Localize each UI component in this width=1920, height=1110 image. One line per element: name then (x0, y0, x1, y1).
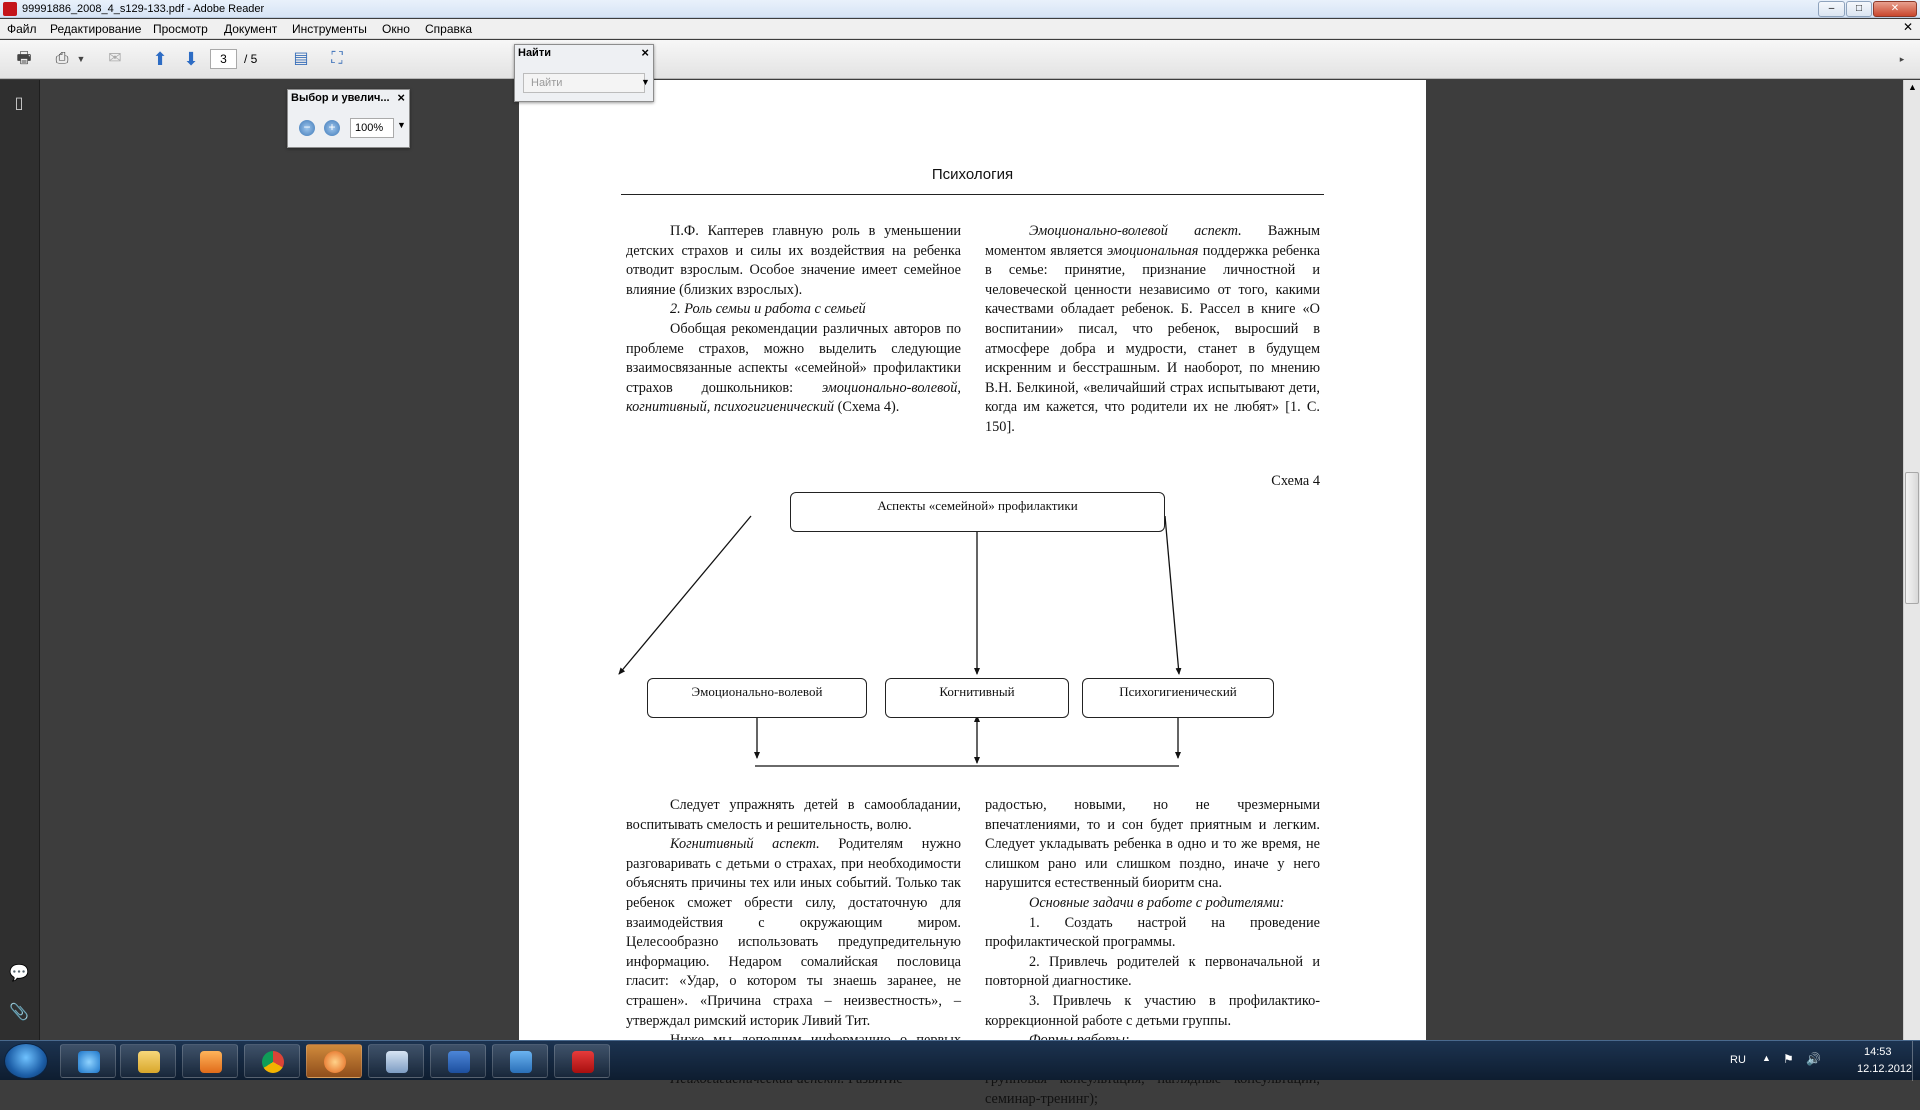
chrome-icon (262, 1051, 284, 1073)
start-button[interactable] (4, 1043, 48, 1079)
taskbar (0, 1040, 1920, 1080)
chevron-down-icon[interactable]: ▼ (76, 54, 86, 64)
zoom-level-input[interactable]: 100% (350, 118, 394, 138)
menu-edit[interactable]: Редактирование (50, 22, 142, 36)
show-desktop-button[interactable] (1912, 1041, 1920, 1081)
previous-page-icon[interactable]: ⬆ (152, 49, 168, 69)
zoom-panel-close-icon[interactable]: × (397, 90, 405, 105)
zoom-panel (287, 89, 410, 148)
paragraph: радостью, новыми, но не чрезмерными впечатлениями, то и сон будет приятным и легким. Следует укладывать ребенка в одно и то же время, не слишком рано или слишком поздно, иначе у него нарушится естественный биоритм сна. (985, 797, 1320, 892)
find-input[interactable]: Найти (523, 73, 645, 93)
paragraph: П.Ф. Каптерев главную роль в уменьшении детских страхов и силы их воздействия на ребенка отводит взрослым. Особое значение имеет семейное влияние (близких взрослых). (626, 223, 961, 298)
taskbar-chrome[interactable] (244, 1044, 300, 1078)
section-heading: Основные задачи в работе с родителями: (1029, 894, 1285, 911)
txt-icon (510, 1051, 532, 1073)
menu-close-icon[interactable]: ✕ (1903, 20, 1914, 34)
diagram-box-top: Аспекты «семейной» профилактики (790, 492, 1165, 532)
menu-bar (0, 19, 1920, 39)
paragraph: Обобщая рекомендации различных авторов по проблеме страхов, можно выделить следующие взаимосвязанные аспекты «семейной» профилактики страхов дошкольников: эмоционально-волевой, когнитивный, психогигиенический (Схема 4). (626, 320, 961, 416)
page-total: / 5 (244, 52, 258, 66)
toolbar-expand-icon[interactable]: ▸ (1899, 54, 1905, 64)
folder-icon (138, 1051, 160, 1073)
volume-icon[interactable]: 🔊 (1806, 1052, 1821, 1066)
find-dropdown-icon[interactable]: ▼ (641, 77, 650, 87)
menu-window[interactable]: Окно (382, 22, 410, 36)
list-item: семинар-тренинг); (985, 1090, 1098, 1107)
window-title: 99991886_2008_4_s129-133.pdf - Adobe Reader (22, 3, 265, 15)
list-item: 2. Привлечь родителей к первоначальной и повторной диагностике. (985, 953, 1320, 990)
zoom-dropdown-icon[interactable]: ▼ (397, 120, 406, 130)
paragraph: Когнитивный аспект. Родителям нужно разговаривать с детьми о страхах, при необходимости объяснять причины тех или иных событий. Только так ребенок сможет обрести силу, достаточную для взаимодействия с окружающим миром. Целесообразно использовать предупредительную информацию. Недаром сомалийская пословица гласит: «Удар, о котором ты знаешь заранее, не страшен». «Причина страха – неизвестность», – утверждал римский историк Ливий Тит. (626, 836, 961, 1029)
taskbar-media[interactable] (182, 1044, 238, 1078)
diagram-box-cognitive: Когнитивный (885, 678, 1069, 718)
adobe-reader-icon (3, 2, 17, 16)
diagram-box-psychohygienic: Психогигиенический (1082, 678, 1274, 718)
taskbar-adobe-reader[interactable] (554, 1044, 610, 1078)
action-center-icon[interactable]: ⚑ (1783, 1052, 1794, 1066)
find-panel-title: Найти (518, 47, 551, 59)
close-button[interactable]: ✕ (1873, 1, 1917, 17)
running-head: Психология (931, 166, 1014, 183)
maximize-button[interactable]: □ (1846, 1, 1872, 17)
pages-icon[interactable]: ▯ (14, 95, 24, 112)
zoom-in-icon[interactable]: + (324, 120, 340, 136)
taskbar-explorer[interactable] (120, 1044, 176, 1078)
scheme-label: Схема 4 (1271, 473, 1320, 489)
toolbar (0, 40, 1920, 79)
paragraph: Эмоционально-волевой аспект. Важным моментом является эмоциональная поддержка ребенка в семье: принятие, признание личностной и человеческой ценности независимо от того, какими качествами обладает ребенок. Б. Рассел в книге «О воспитании» писал, что ребенок, выросший в атмосфере добра и мудрости, станет в будущем искренним и бесстрашным. И наоборот, по мнению В.Н. Белкиной, «величайший страх испытывают дети, когда им кажется, что родители их не любят» [1. С. 150]. (985, 223, 1320, 435)
scrollbar-thumb[interactable] (1905, 472, 1919, 604)
menu-tools[interactable]: Инструменты (292, 22, 367, 36)
list-item: 1. Создать настрой на проведение профилактической программы. (985, 914, 1320, 951)
title-bar (0, 0, 1920, 18)
attachments-icon[interactable]: 📎 (9, 1004, 29, 1021)
print-icon[interactable]: 🖶 (16, 50, 32, 67)
menu-document[interactable]: Документ (224, 22, 278, 36)
taskbar-word[interactable] (430, 1044, 486, 1078)
taskbar-txt[interactable] (492, 1044, 548, 1078)
fit-width-icon[interactable]: ⛶ (331, 50, 343, 67)
clock-date[interactable]: 12.12.2012 (1857, 1063, 1913, 1075)
menu-help[interactable]: Справка (425, 22, 473, 36)
arrow-top-right (1165, 516, 1179, 674)
menu-view[interactable]: Просмотр (153, 22, 208, 36)
fit-page-icon[interactable]: ▤ (293, 50, 309, 67)
paragraph: Следует упражнять детей в самообладании, воспитывать смелость и решительность, волю. (626, 797, 961, 833)
firefox-icon (324, 1051, 346, 1073)
menu-file[interactable]: Файл (7, 22, 37, 36)
scroll-up-icon[interactable]: ▲ (1908, 82, 1917, 92)
comment-icon[interactable]: ✉ (108, 50, 122, 67)
tray-expand-icon[interactable]: ▲ (1762, 1053, 1771, 1063)
print-options-icon[interactable]: ⎙ (55, 50, 69, 67)
list-item: 3. Привлечь к участию в профилактико-коррекционной работе с детьми группы. (985, 992, 1320, 1029)
find-panel-close-icon[interactable]: × (641, 45, 649, 60)
section-heading: 2. Роль семьи и работа с семьей (670, 301, 866, 318)
minimize-button[interactable]: – (1818, 1, 1845, 17)
taskbar-ie[interactable] (60, 1044, 116, 1078)
application-icon (386, 1051, 408, 1073)
find-panel (514, 44, 654, 102)
comments-icon[interactable]: 💬 (9, 965, 29, 982)
zoom-out-icon[interactable]: − (299, 120, 315, 136)
word-icon (448, 1051, 470, 1073)
taskbar-app[interactable] (368, 1044, 424, 1078)
zoom-panel-title: Выбор и увелич... (291, 92, 390, 104)
clock-time[interactable]: 14:53 (1864, 1046, 1892, 1058)
system-tray (1720, 1041, 1920, 1081)
internet-explorer-icon (78, 1051, 100, 1073)
adobe-reader-icon (572, 1051, 594, 1073)
diagram-box-emotional: Эмоционально-волевой (647, 678, 867, 718)
language-indicator[interactable]: RU (1730, 1054, 1746, 1066)
media-player-icon (200, 1051, 222, 1073)
vertical-scrollbar[interactable] (1903, 80, 1920, 1040)
document-page (519, 80, 1426, 1107)
navigation-pane (0, 80, 40, 1040)
taskbar-firefox[interactable] (306, 1044, 362, 1078)
arrow-top-left (619, 516, 751, 674)
page-number-input[interactable]: 3 (210, 49, 237, 69)
next-page-icon[interactable]: ⬇ (183, 49, 199, 69)
